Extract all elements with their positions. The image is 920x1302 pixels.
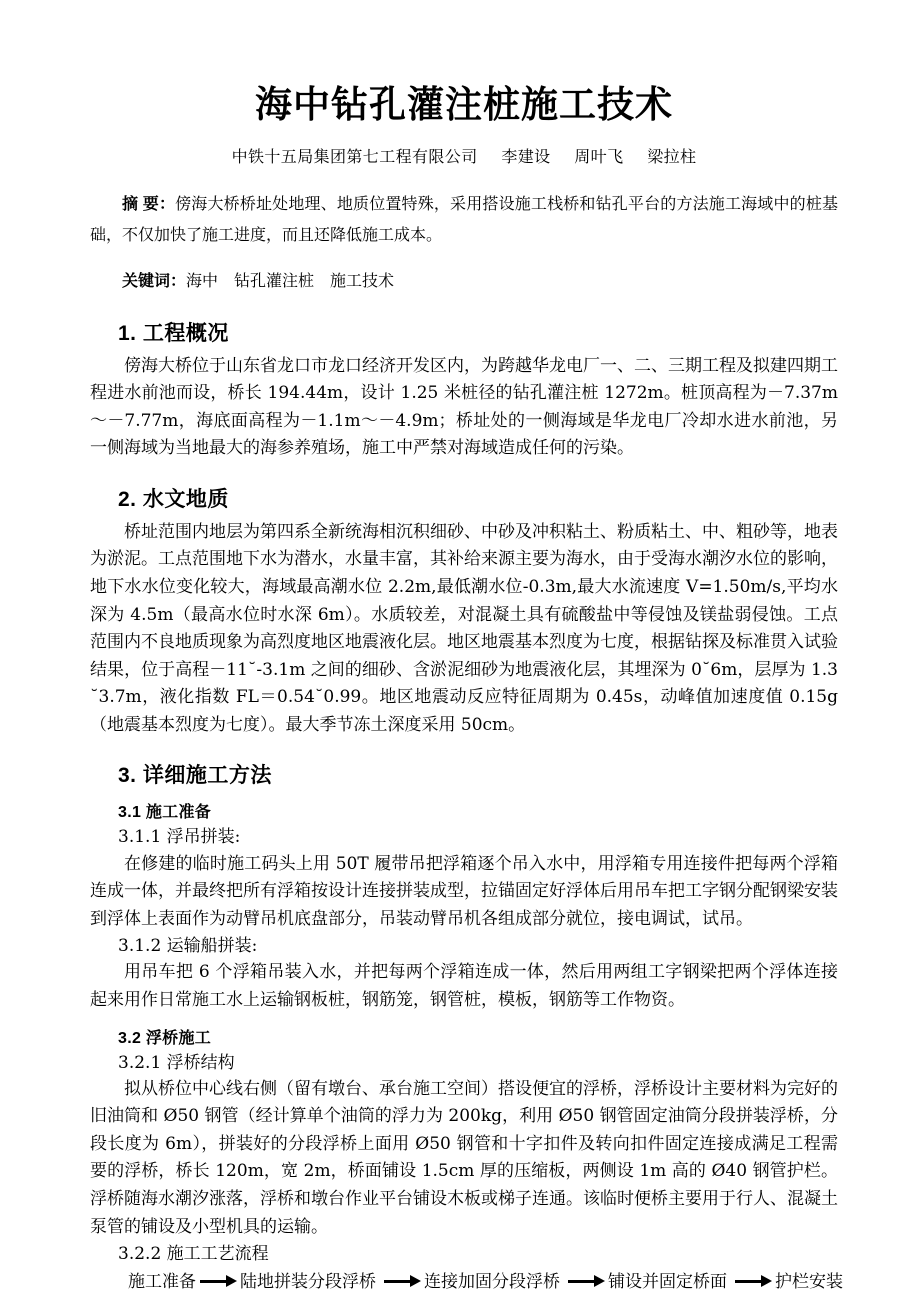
affiliation: 中铁十五局集团第七工程有限公司 bbox=[231, 149, 478, 167]
subsubsection-heading-3-1-2: 3.1.2 运输船拼装: bbox=[118, 936, 258, 957]
keywords-label: 关键词： bbox=[122, 272, 187, 290]
section-3-1-1-paragraph: 在修建的临时施工码头上用 50T 履带吊把浮箱逐个吊入水中，用浮箱专用连接件把每两个浮箱连成一体，并最终把所有浮箱按设计连接拼装成型，拉锚固定好浮体后用吊车把工字钢分配钢梁安装到浮体上表面作为动臂吊机底盘部分，吊装动臂吊机各组成部分就位，接电调试，试吊。 bbox=[90, 853, 838, 929]
keywords-paragraph bbox=[90, 266, 838, 297]
flow-step-2: 陆地拼装分段浮桥 bbox=[240, 1272, 376, 1293]
arrow-right-icon bbox=[382, 1272, 422, 1289]
keyword-2: 钻孔灌注桩 bbox=[234, 272, 315, 290]
authors-line bbox=[90, 144, 838, 167]
flow-step-4: 铺设并固定桥面 bbox=[608, 1272, 727, 1293]
section-1-paragraph: 傍海大桥位于山东省龙口市龙口经济开发区内，为跨越华龙电厂一、二、三期工程及拟建四期工程进水前池而设，桥长 194.44m，设计 1.25 米桩径的钻孔灌注桩 1272m。桩顶高程为－7.37m～－7.77m，海底面高程为－1.1m～－4.9m；桥址处的一侧海域是华龙电厂冷却水进水前池，另一侧海域为当地最大的海参养殖场，施工中严禁对海域造成任何的污染。 bbox=[90, 355, 838, 459]
abstract-paragraph bbox=[90, 189, 838, 251]
abstract-text: 傍海大桥桥址处地理、地质位置特殊，采用搭设施工栈桥和钻孔平台的方法施工海域中的桩基础，不仅加快了施工进度，而且还降低施工成本。 bbox=[90, 196, 838, 245]
subsubsection-heading-3-2-2: 3.2.2 施工工艺流程 bbox=[118, 1244, 269, 1265]
keyword-3: 施工技术 bbox=[330, 272, 395, 290]
section-heading-3: 3. 详细施工方法 bbox=[118, 764, 272, 788]
flow-step-5: 护栏安装 bbox=[775, 1272, 843, 1293]
subsubsection-heading-3-1-1: 3.1.1 浮吊拼装: bbox=[118, 827, 241, 848]
keyword-1: 海中 bbox=[186, 272, 219, 290]
author-2: 周叶飞 bbox=[574, 149, 624, 167]
flow-step-3: 连接加固分段浮桥 bbox=[424, 1272, 560, 1293]
subsection-heading-3-1: 3.1 施工准备 bbox=[118, 804, 212, 822]
subsubsection-heading-3-2-1: 3.2.1 浮桥结构 bbox=[118, 1052, 235, 1073]
author-3: 梁拉柱 bbox=[647, 149, 697, 167]
arrow-right-icon bbox=[566, 1272, 606, 1289]
abstract-label: 摘 要： bbox=[122, 196, 176, 214]
process-flow-diagram bbox=[90, 1269, 843, 1296]
flow-step-1: 施工准备 bbox=[128, 1272, 196, 1293]
subsection-heading-3-2: 3.2 浮桥施工 bbox=[118, 1029, 212, 1047]
arrow-right-icon bbox=[198, 1272, 238, 1289]
section-heading-1: 1. 工程概况 bbox=[118, 321, 229, 345]
section-heading-2: 2. 水文地质 bbox=[118, 487, 229, 511]
page-title: 海中钻孔灌注桩施工技术 bbox=[255, 84, 673, 125]
section-2-paragraph: 桥址范围内地层为第四系全新统海相沉积细砂、中砂及冲积粘土、粉质粘土、中、粗砂等，地表为淤泥。工点范围地下水为潜水，水量丰富，其补给来源主要为海水，由于受海水潮汐水位的影响，地下水水位变化较大，海域最高潮水位 2.2m,最低潮水位-0.3m,最大水流速度 V=1.50m/s,平均水深为 4.5m（最高水位时水深 6m）。水质较差，对混凝土具有硫酸盐中等侵蚀及镁盐弱侵蚀。工点范围内不良地质现象为高烈度地区地震液化层。地区地震基本烈度为七度，根据钻探及标准贯入试验结果，位于高程－11˘-3.1m 之间的细砂、含淤泥细砂为地震液化层，其埋深为 0˘6m，层厚为 1.3˘3.7m，液化指数 FL＝0.54˘0.99。地区地震动反应特征周期为 0.45s，动峰值加速度值 0.15g（地震基本烈度为七度）。最大季节冻土深度采用 50cm。 bbox=[90, 521, 838, 735]
arrow-right-icon bbox=[733, 1272, 773, 1289]
section-3-1-2-paragraph: 用吊车把 6 个浮箱吊装入水，并把每两个浮箱连成一体，然后用两组工字钢梁把两个浮体连接起来用作日常施工水上运输钢板桩，钢筋笼，钢管桩，模板，钢筋等工作物资。 bbox=[90, 962, 838, 1010]
section-3-2-1-paragraph: 拟从桥位中心线右侧（留有墩台、承台施工空间）搭设便宜的浮桥，浮桥设计主要材料为完好的旧油筒和 Ø50 钢管（经计算单个油筒的浮力为 200kg，利用 Ø50 钢管固定油筒分段拼装浮桥，分段长度为 6m），拼装好的分段浮桥上面用 Ø50 钢管和十字扣件及转向扣件固定连接成满足工程需要的浮桥，桥长 120m，宽 2m，桥面铺设 1.5cm 厚的压缩板，两侧设 1m 高的 Ø40 钢管护栏。浮桥随海水潮汐涨落，浮桥和墩台作业平台铺设木板或梯子连通。该临时便桥主要用于行人、混凝土泵管的铺设及小型机具的运输。 bbox=[90, 1078, 838, 1237]
author-1: 李建设 bbox=[501, 149, 551, 167]
